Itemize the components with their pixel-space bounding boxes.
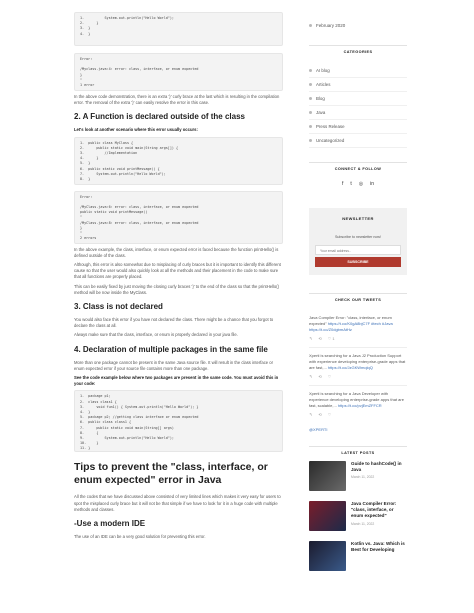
paragraph: In the above example, the class, interface, or enum expected error is faced because the function printHello() is defined outside of the class. bbox=[74, 246, 279, 258]
paragraph: In the above code demonstration, there is an extra '}' curly brace at the last which is resulting in the compilation error. The removal of the extra '}' can easily resolve the error in this case. bbox=[74, 94, 280, 106]
post-item[interactable] bbox=[309, 461, 407, 495]
paragraph: You would also face this error if you have not declared the class. There might be a chance that you forgot to declare the class at all. bbox=[74, 317, 274, 329]
tweet-link[interactable]: https://t.co/K0gA8bjC7F #tech #Java https://t.co/Z0dgbmAtHz bbox=[309, 321, 393, 332]
section-heading: 2. A Function is declared outside of the class bbox=[74, 112, 245, 122]
category-item[interactable]: AI blog bbox=[309, 64, 407, 78]
reply-icon[interactable]: ↰ bbox=[309, 374, 313, 379]
category-item[interactable]: Blog bbox=[309, 92, 407, 106]
category-list bbox=[309, 64, 407, 148]
post-date: March 11, 2022 bbox=[351, 475, 375, 480]
post-title[interactable]: Guide to hashCode() in Java bbox=[351, 461, 402, 473]
retweet-icon[interactable]: ⟲ bbox=[318, 374, 322, 379]
category-item[interactable]: Java bbox=[309, 106, 407, 120]
bullet-icon bbox=[309, 83, 312, 86]
reply-icon[interactable]: ↰ bbox=[309, 412, 313, 417]
newsletter-title: NEWSLETTER bbox=[342, 216, 374, 221]
post-title[interactable]: Java Compiler Error: "class, interface, or enum expected" bbox=[351, 501, 397, 519]
bullet-icon bbox=[309, 24, 312, 27]
paragraph: Always make sure that the class, interface, or enum is properly declared in your java file. bbox=[74, 332, 238, 338]
instagram-icon[interactable]: ◎ bbox=[358, 181, 364, 187]
twitter-handle[interactable]: @XPERTI bbox=[309, 427, 328, 432]
paragraph: See the code example below where two packages are present in the same code. You must avoid this in your code: bbox=[74, 375, 279, 387]
error-output: Error: /MyClass.java:6: error: class, interface, or enum expected public static void printMessage() ^ /MyClass.java:8: error: class, interface, or enum expected } ^ 2 errors bbox=[74, 191, 283, 244]
paragraph: Let's look at another scenario where this error usually occurs: bbox=[74, 127, 198, 133]
like-icon[interactable]: ♡ 1 bbox=[327, 336, 335, 341]
bullet-icon bbox=[309, 69, 312, 72]
category-item[interactable]: Press Release bbox=[309, 120, 407, 134]
connect-title: CONNECT & FOLLOW bbox=[309, 162, 407, 171]
like-icon[interactable]: ♡ bbox=[327, 374, 332, 379]
code-block: 1. System.out.println("Hello World"); 2. } 3. } 4. } bbox=[74, 12, 283, 46]
section-heading: 4. Declaration of multiple packages in the same file bbox=[74, 344, 268, 354]
bullet-icon bbox=[309, 139, 312, 142]
retweet-icon[interactable]: ⟲ bbox=[318, 336, 322, 341]
article-heading: Tips to prevent the "class, interface, or enum expected" error in Java bbox=[74, 461, 268, 487]
social-links bbox=[309, 181, 407, 187]
latest-posts-title: LATEST POSTS bbox=[309, 446, 407, 455]
paragraph: More than one package cannot be present in the same Java source file. It will result in the class interface or enum expected error if your source file contains more than one package. bbox=[74, 359, 274, 371]
category-item[interactable]: Articles bbox=[309, 78, 407, 92]
archive-label: February 2020 bbox=[316, 22, 346, 28]
tweets-title: CHECK OUR TWEETS bbox=[309, 293, 407, 302]
section-heading: 3. Class is not declared bbox=[74, 302, 163, 312]
subscribe-button[interactable]: SUBSCRIBE bbox=[315, 257, 401, 267]
post-thumbnail[interactable] bbox=[309, 461, 346, 491]
like-icon[interactable]: ♡ bbox=[327, 412, 332, 417]
article-content bbox=[74, 0, 283, 543]
email-field[interactable]: Your email address.. bbox=[315, 245, 401, 255]
post-title[interactable]: Kotlin vs. Java: Which is Best for Developing bbox=[351, 541, 405, 553]
code-block: 1. public class MyClass { 2. public static void main(String args[]) { 3. //Implementation 4. } 5. } 6. public static void printMessage() { 7. System.out.println("Hello World"); 8. } bbox=[74, 137, 283, 185]
post-item[interactable] bbox=[309, 501, 407, 535]
paragraph: All the codes that we have discussed above consisted of very limited lines which makes it very easy for users to spot the misplaced curly brace but it will not be that simple if we have to look for it in a huge code with multiple methods and classes. bbox=[74, 494, 281, 512]
archive-link[interactable] bbox=[309, 19, 407, 31]
tweet-link[interactable]: https://t.co/JzGKWmqlqQ bbox=[327, 365, 373, 370]
tweet-item: Xperti is searching for a Java Developer with experience developing enterprise-grade apps that are fast, scalable,... https://t.co/pvjEmZFFCR ↰ ⟲ ♡ bbox=[309, 391, 404, 417]
facebook-icon[interactable]: f bbox=[341, 181, 344, 187]
tweet-item: Java Compiler Error: "class, interface, or enum expected" https://t.co/K0gA8bjC7F #tech #Java https://t.co/Z0dgbmAtHz ↰ ⟲ ♡ 1 bbox=[309, 310, 407, 348]
paragraph: Although, this error is also somewhat due to misplacing of curly braces but it is important to identify this different cause so that the user would also quickly look at all the methods and their placement in the code to make sure that all functions are properly placed. bbox=[74, 262, 281, 280]
bullet-icon bbox=[309, 97, 312, 100]
tweet-item: Xperti is searching for a Java J2 Production Support with experience developing enterprise-grade apps that are fast,... https://t.co/JzGKWmqlqQ ↰ ⟲ ♡ bbox=[309, 348, 407, 386]
post-thumbnail[interactable] bbox=[309, 501, 346, 531]
post-date: March 11, 2022 bbox=[351, 521, 375, 526]
linkedin-icon[interactable]: in bbox=[370, 181, 375, 187]
bullet-icon bbox=[309, 111, 312, 114]
section-heading: -Use a modern IDE bbox=[74, 519, 146, 529]
newsletter-subtitle: Subscribe to newsletter now! bbox=[335, 235, 381, 239]
post-item[interactable] bbox=[309, 541, 407, 575]
paragraph: The use of an IDE can be a very good solution for preventing this error. bbox=[74, 534, 206, 540]
post-thumbnail[interactable] bbox=[309, 541, 346, 571]
latest-posts bbox=[309, 461, 407, 575]
tweet-list bbox=[309, 310, 407, 432]
code-block: 1. package p1; 2. class class1 { 3. void fun1() { System.out.println("Hello World"); } 4. } 5. package p2; //getting class interface or enum expected 6. public class class1 { 7. public static void main(String[] args) 8. { 9. System.out.println("Hello World"); 10. } 11. } bbox=[74, 390, 283, 452]
newsletter-widget bbox=[309, 208, 407, 275]
category-item[interactable]: Uncategorized bbox=[309, 134, 407, 148]
error-output: Error: /Myclass.java:4: error: class, interface, or enum expected } ^ 1 error bbox=[74, 53, 283, 91]
categories-title: CATEGORIES bbox=[309, 45, 407, 54]
tweet-link[interactable]: https://t.co/pvjEmZFFCR bbox=[337, 403, 382, 408]
reply-icon[interactable]: ↰ bbox=[309, 336, 313, 341]
twitter-icon[interactable]: t bbox=[350, 181, 352, 187]
paragraph: This can be easily fixed by just moving the closing curly braces '}' to the end of the class so that the printHello() method will be now inside the MyClass. bbox=[74, 283, 280, 295]
bullet-icon bbox=[309, 125, 312, 128]
retweet-icon[interactable]: ⟲ bbox=[318, 412, 322, 417]
sidebar bbox=[309, 0, 407, 575]
